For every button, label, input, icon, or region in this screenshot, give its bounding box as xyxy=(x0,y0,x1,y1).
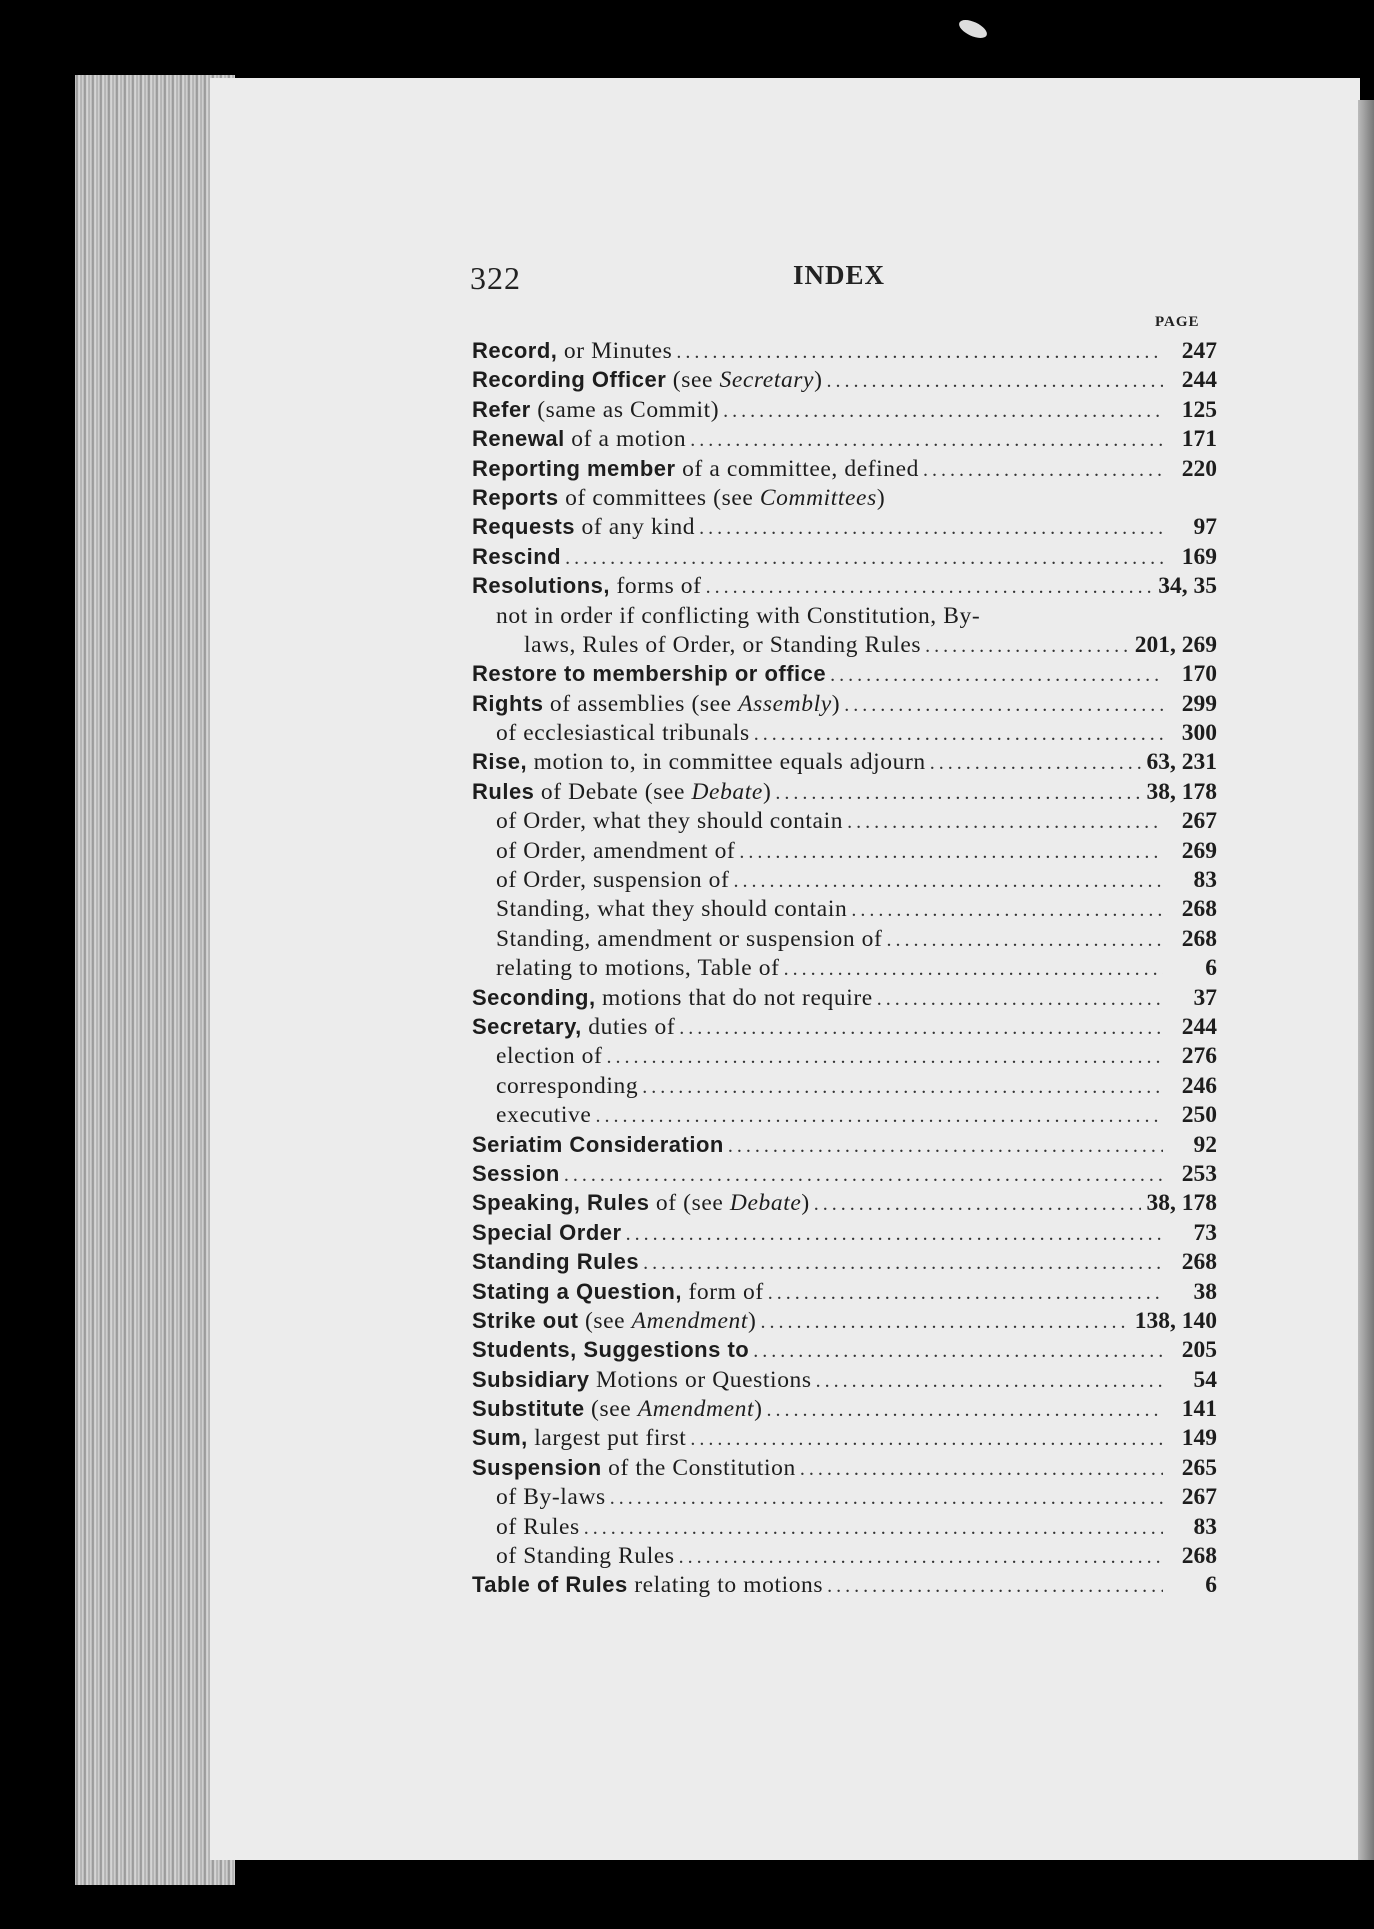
dot-leader xyxy=(584,1517,1163,1540)
index-entry xyxy=(472,1572,1217,1601)
index-entry-text xyxy=(472,1249,639,1276)
index-entry xyxy=(472,367,1217,396)
index-entry-pages: 276 xyxy=(1181,1043,1217,1070)
dot-leader xyxy=(886,929,1163,952)
index-entry xyxy=(472,1425,1217,1454)
index-entry-heading: Rescind xyxy=(472,543,562,569)
index-entry-heading: Substitute xyxy=(472,1396,585,1422)
index-entry-pages: 97 xyxy=(1193,514,1217,541)
index-entry-pages: 171 xyxy=(1181,426,1217,453)
index-entry-pages: 38, 178 xyxy=(1146,778,1217,805)
index-entry-text xyxy=(496,838,735,865)
index-entry-pages: 83 xyxy=(1193,1513,1217,1540)
index-entry-description: motions that do not require xyxy=(595,984,873,1011)
index-entry xyxy=(472,514,1217,543)
index-entry-crossref: Assembly xyxy=(738,690,832,717)
index-entry-text xyxy=(472,1425,686,1452)
index-entry-text xyxy=(496,955,780,982)
index-entry-text xyxy=(472,1308,756,1335)
index-entry-pages: 38, 178 xyxy=(1146,1190,1217,1217)
index-entry-pages: 268 xyxy=(1181,1543,1217,1570)
index-entry-heading: Rights xyxy=(472,690,544,716)
index-entry-text xyxy=(472,426,686,453)
index-entry-text xyxy=(472,985,873,1012)
index-entry-pages: 247 xyxy=(1181,338,1217,364)
index-entry-text xyxy=(496,1043,602,1070)
index-entry-heading: Rise, xyxy=(472,749,528,775)
index-entry-description: corresponding xyxy=(496,1072,639,1099)
index-entry-description: of Order, suspension of xyxy=(496,867,730,894)
dot-leader xyxy=(739,841,1163,864)
index-entry-text xyxy=(496,720,750,747)
index-entry-description: not in order if conflicting with Constitution, By- xyxy=(496,602,981,629)
index-entry xyxy=(472,1102,1217,1131)
index-entry-pages: 141 xyxy=(1181,1396,1217,1423)
index-entry-description: of Standing Rules xyxy=(496,1543,675,1570)
index-entry-pages: 170 xyxy=(1181,661,1217,688)
index-entry-pages: 138, 140 xyxy=(1134,1307,1217,1334)
dot-leader xyxy=(754,723,1163,746)
index-entry xyxy=(472,603,1217,632)
dot-leader xyxy=(699,517,1163,540)
index-entry-crossref: Secretary xyxy=(719,367,815,394)
dot-leader xyxy=(844,694,1163,717)
index-entry-pages: 267 xyxy=(1181,808,1217,835)
index-entry-heading: Seconding, xyxy=(472,984,596,1010)
index-entry-text xyxy=(472,661,826,688)
index-entry-description: of Order, what they should contain xyxy=(496,808,844,835)
index-entry-description: of committees (see xyxy=(558,484,760,511)
index-entry-pages: 63, 231 xyxy=(1146,749,1217,776)
index-entry-heading: Reporting member xyxy=(472,455,676,481)
index-entry-pages: 250 xyxy=(1181,1102,1217,1129)
index-entry-description: Standing, amendment or suspension of xyxy=(496,925,883,952)
index-entry-text xyxy=(496,1514,580,1541)
index-entry-text xyxy=(472,338,672,365)
page-number: 322 xyxy=(470,260,521,296)
index-entry xyxy=(472,867,1217,896)
index-entry-description: (see xyxy=(578,1307,632,1334)
index-entry xyxy=(472,1190,1217,1219)
index-entry-heading: Rules xyxy=(472,778,535,804)
index-entry xyxy=(472,779,1217,808)
index-entry-description: of (see xyxy=(649,1190,730,1217)
index-entry xyxy=(472,1455,1217,1484)
index-entry xyxy=(472,985,1217,1014)
index-entry-heading: Suspension xyxy=(472,1454,602,1480)
scan-artifact xyxy=(956,16,989,41)
index-entry xyxy=(472,1132,1217,1161)
index-entry xyxy=(472,955,1217,984)
index-entry-text xyxy=(472,691,840,718)
index-entry xyxy=(472,1249,1217,1278)
index-entry-description: relating to motions xyxy=(627,1572,824,1599)
index-entry-pages: 6 xyxy=(1205,1572,1217,1599)
index-entry-pages: 83 xyxy=(1193,867,1217,894)
index-entry-text xyxy=(472,397,719,424)
index-entry-text xyxy=(472,1132,724,1159)
index-entry-text xyxy=(472,1337,749,1364)
index-entry-text xyxy=(472,749,926,776)
dot-leader xyxy=(827,1575,1163,1598)
dot-leader xyxy=(690,429,1163,452)
dot-leader xyxy=(564,1164,1163,1187)
index-entry-text xyxy=(472,1190,810,1217)
index-entry-description: of Order, amendment of xyxy=(496,837,736,864)
index-entry-text xyxy=(472,1014,675,1041)
index-entry xyxy=(472,1279,1217,1308)
index-entry-pages: 244 xyxy=(1181,1013,1217,1040)
index-entry xyxy=(472,896,1217,925)
index-entry-text xyxy=(496,867,729,894)
index-entry xyxy=(472,456,1217,485)
index-entry-text xyxy=(496,808,843,835)
index-entry xyxy=(472,573,1217,602)
index-entry-text xyxy=(472,779,771,806)
index-entry-heading: Standing Rules xyxy=(472,1249,640,1275)
index-entry-heading: Requests xyxy=(472,514,576,540)
index-entry-crossref: Debate xyxy=(691,778,763,805)
index-entry-heading: Restore to membership or office xyxy=(472,661,827,687)
index-entry-heading: Seriatim Consideration xyxy=(472,1131,724,1157)
index-entry-text xyxy=(496,1102,591,1129)
index-entry xyxy=(472,808,1217,837)
index-entry-pages: 253 xyxy=(1181,1160,1217,1187)
dot-leader xyxy=(760,1311,1128,1334)
dot-leader xyxy=(851,899,1163,922)
index-entry-description: duties of xyxy=(581,1013,676,1040)
index-entry-text xyxy=(496,896,847,923)
index-entry xyxy=(472,1367,1217,1396)
dot-leader xyxy=(679,1017,1163,1040)
index-entry-heading: Subsidiary xyxy=(472,1366,590,1392)
index-entry-text xyxy=(472,485,885,512)
index-entry xyxy=(472,661,1217,690)
index-entry-pages: 299 xyxy=(1181,690,1217,717)
index-entry-pages: 220 xyxy=(1181,455,1217,482)
index-entry-description: forms of xyxy=(610,573,702,600)
index-entry-description: of any kind xyxy=(575,514,696,541)
index-entry xyxy=(472,1043,1217,1072)
index-entry-description: (see xyxy=(584,1396,638,1423)
index-entry-heading: Secretary, xyxy=(472,1013,582,1039)
index-entry-pages: 267 xyxy=(1181,1484,1217,1511)
index-entry-pages: 269 xyxy=(1181,837,1217,864)
index-entry-text xyxy=(472,1367,812,1394)
index-entry-pages: 246 xyxy=(1181,1072,1217,1099)
index-entry-text xyxy=(472,367,823,394)
page-column-heading: PAGE xyxy=(1155,314,1200,330)
index-entry-description: (same as Commit) xyxy=(530,396,720,423)
dot-leader xyxy=(830,664,1163,687)
dot-leader xyxy=(723,400,1163,423)
dot-leader xyxy=(676,341,1163,364)
dot-leader xyxy=(728,1135,1163,1158)
dot-leader xyxy=(768,1282,1163,1305)
index-entry-pages: 268 xyxy=(1181,925,1217,952)
index-entry xyxy=(472,691,1217,720)
index-entry-description: of assemblies (see xyxy=(543,690,739,717)
index-entry-pages: 169 xyxy=(1181,543,1217,570)
index-entry xyxy=(472,426,1217,455)
dot-leader xyxy=(690,1428,1163,1451)
index-entry-text xyxy=(472,1572,823,1599)
index-entry-description: or Minutes xyxy=(557,338,673,364)
index-entry-description: election of xyxy=(496,1043,603,1070)
index-entry-description: largest put first xyxy=(527,1425,687,1452)
dot-leader xyxy=(800,1458,1163,1481)
dot-leader xyxy=(923,459,1163,482)
index-entry-description: laws, Rules of Order, or Standing Rules xyxy=(524,631,922,658)
index-entry-pages: 54 xyxy=(1193,1366,1217,1393)
index-entry xyxy=(472,544,1217,573)
index-entry-heading: Resolutions, xyxy=(472,573,611,599)
index-entry-heading: Students, Suggestions to xyxy=(472,1337,750,1363)
index-entry-pages: 149 xyxy=(1181,1425,1217,1452)
index-entry-text xyxy=(472,1396,763,1423)
index-entry-pages: 34, 35 xyxy=(1158,573,1217,600)
index-entry-description: motion to, in committee equals adjourn xyxy=(527,749,926,776)
index-entries xyxy=(472,338,1217,1602)
index-entry-text xyxy=(472,1279,764,1306)
index-entry xyxy=(472,1484,1217,1513)
index-entry-text xyxy=(496,1484,606,1511)
index-entry-crossref: Debate xyxy=(729,1190,802,1217)
dot-leader xyxy=(606,1046,1163,1069)
index-entry xyxy=(472,926,1217,955)
index-entry xyxy=(472,1220,1217,1249)
index-entry-close: ) xyxy=(801,1190,810,1217)
index-entry-description: Motions or Questions xyxy=(589,1366,812,1393)
index-entry-description: of Debate (see xyxy=(534,778,692,805)
index-entry xyxy=(472,1543,1217,1572)
index-entry-pages: 268 xyxy=(1181,1249,1217,1276)
dot-leader xyxy=(925,635,1129,658)
index-entry xyxy=(472,838,1217,867)
index-entry-description: of the Constitution xyxy=(601,1454,796,1481)
dot-leader xyxy=(565,547,1163,570)
index-entry-text xyxy=(496,1543,675,1570)
dot-leader xyxy=(775,782,1140,805)
dot-leader xyxy=(816,1370,1163,1393)
index-entry-pages: 265 xyxy=(1181,1454,1217,1481)
index-entry-text xyxy=(496,603,980,630)
index-entry-text xyxy=(472,456,919,483)
index-entry-pages: 205 xyxy=(1181,1337,1217,1364)
index-entry-close: ) xyxy=(754,1396,763,1423)
index-entry-text xyxy=(472,544,561,571)
index-entry-pages: 268 xyxy=(1181,896,1217,923)
index-entry-pages: 37 xyxy=(1193,984,1217,1011)
index-entry-close: ) xyxy=(814,367,823,394)
dot-leader xyxy=(753,1340,1163,1363)
index-entry xyxy=(472,632,1217,661)
dot-leader xyxy=(642,1076,1163,1099)
dot-leader xyxy=(643,1252,1163,1275)
index-entry-heading: Stating a Question, xyxy=(472,1278,682,1304)
index-entry-close: ) xyxy=(748,1307,757,1334)
index-entry-description: of By-laws xyxy=(496,1484,606,1511)
running-head: INDEX xyxy=(793,260,886,290)
index-entry-text xyxy=(472,1161,560,1188)
dot-leader xyxy=(767,1399,1163,1422)
index-entry-description: executive xyxy=(496,1102,592,1129)
dot-leader xyxy=(733,870,1163,893)
index-entry-heading: Sum, xyxy=(472,1425,528,1451)
index-entry xyxy=(472,1396,1217,1425)
index-entry-text xyxy=(472,1455,796,1482)
index-entry-pages: 6 xyxy=(1205,955,1217,982)
index-entry-description: Standing, what they should contain xyxy=(496,896,848,923)
index-entry-close: ) xyxy=(762,778,772,805)
index-entry-description: (see xyxy=(666,367,720,394)
index-entry-pages: 38 xyxy=(1193,1278,1217,1305)
index-entry-pages: 125 xyxy=(1181,396,1217,423)
dot-leader xyxy=(877,988,1163,1011)
index-entry xyxy=(472,397,1217,426)
index-entry-heading: Table of Rules xyxy=(472,1572,628,1598)
index-entry-crossref: Amendment xyxy=(637,1396,755,1423)
index-entry xyxy=(472,1337,1217,1366)
index-entry-text xyxy=(472,573,702,600)
index-entry-pages: 201, 269 xyxy=(1134,631,1217,658)
dot-leader xyxy=(610,1487,1163,1510)
index-entry xyxy=(472,720,1217,749)
index-entry-heading: Reports xyxy=(472,484,559,510)
index-entry xyxy=(472,1161,1217,1190)
index-entry-description: of a committee, defined xyxy=(675,455,920,482)
index-entry-crossref: Committees xyxy=(759,484,877,511)
dot-leader xyxy=(814,1193,1141,1216)
index-entry-heading: Refer xyxy=(472,396,531,422)
index-entry-heading: Recording Officer xyxy=(472,367,667,393)
index-entry-text xyxy=(496,1073,638,1100)
index-entry-heading: Strike out xyxy=(472,1307,579,1333)
index-entry-close: ) xyxy=(876,484,886,511)
dot-leader xyxy=(784,958,1163,981)
index-entry-close: ) xyxy=(831,690,841,717)
index-entry-text xyxy=(472,1220,622,1247)
index-entry-description: of a motion xyxy=(564,426,687,453)
index-entry-text xyxy=(496,926,882,953)
index-entry-heading: Renewal xyxy=(472,426,565,452)
dot-leader xyxy=(595,1105,1163,1128)
index-entry-heading: Session xyxy=(472,1160,560,1186)
index-entry-description: of Rules xyxy=(496,1513,580,1540)
index-entry-crossref: Amendment xyxy=(631,1307,748,1334)
index-entry xyxy=(472,1014,1217,1043)
dot-leader xyxy=(847,811,1163,834)
dot-leader xyxy=(706,576,1153,599)
index-entry-heading: Record, xyxy=(472,338,558,363)
index-entry-text xyxy=(472,514,695,541)
index-entry xyxy=(472,338,1217,367)
index-entry-heading: Speaking, Rules xyxy=(472,1190,650,1216)
index-entry-heading: Special Order xyxy=(472,1219,622,1245)
index-entry-text xyxy=(524,632,921,659)
index-entry-pages: 73 xyxy=(1193,1219,1217,1246)
index-entry xyxy=(472,1308,1217,1337)
index-entry xyxy=(472,1073,1217,1102)
dot-leader xyxy=(930,752,1141,775)
index-entry-pages: 92 xyxy=(1193,1131,1217,1158)
index-entry xyxy=(472,1514,1217,1543)
index-entry-pages: 300 xyxy=(1181,720,1217,747)
dot-leader xyxy=(679,1546,1163,1569)
index-entry xyxy=(472,749,1217,778)
dot-leader xyxy=(827,370,1163,393)
index-entry xyxy=(472,485,1217,514)
index-entry-description: of ecclesiastical tribunals xyxy=(496,720,750,747)
book-right-edge xyxy=(1358,100,1374,1860)
index-entry-description: form of xyxy=(681,1278,764,1305)
index-entry-pages: 244 xyxy=(1181,367,1217,394)
dot-leader xyxy=(626,1223,1163,1246)
index-entry-description: relating to motions, Table of xyxy=(496,955,780,982)
